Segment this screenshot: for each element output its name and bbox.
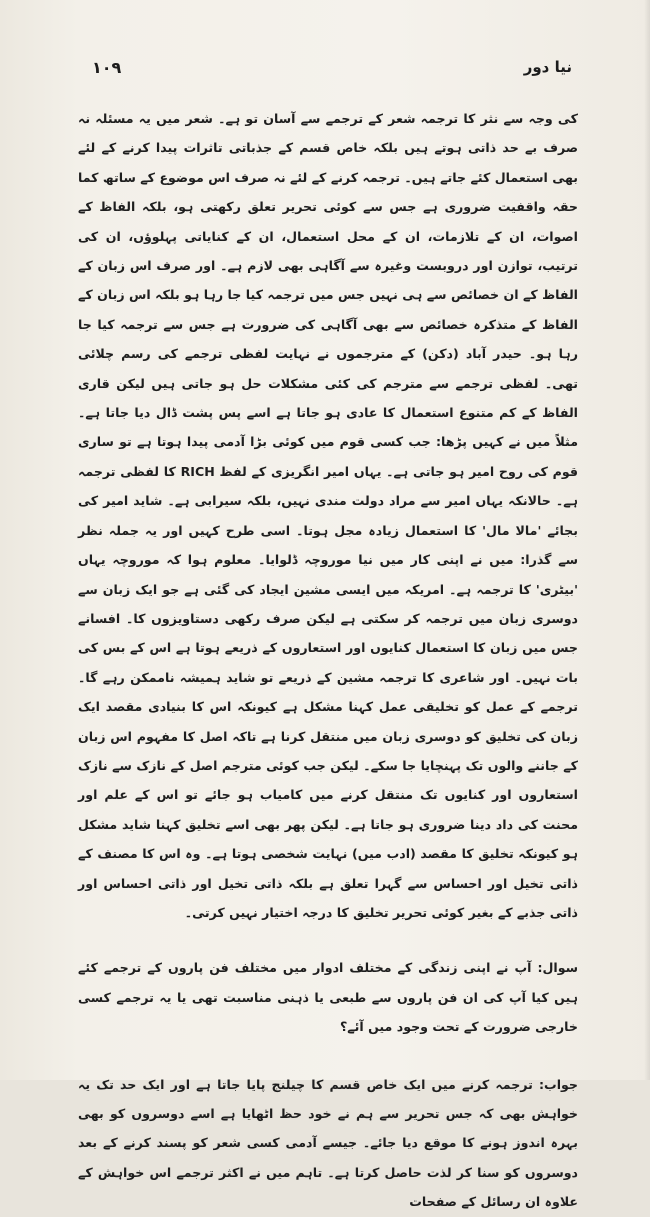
answer-label: جواب:: [539, 1076, 578, 1092]
question-text: آپ نے اپنی زندگی کے مختلف ادوار میں مختلف فن پاروں کے ترجمے کئے ہیں کیا آپ کی ان فن پاروں سے طبعی یا ذہنی مناسبت تھی یا یہ ترجمے کسی خارجی ضرورت کے تحت وجود میں آئے؟: [78, 960, 578, 1035]
page-edge-shadow: [644, 0, 650, 1080]
paragraph: کی وجہ سے نثر کا ترجمہ شعر کے ترجمے سے آسان تو ہے۔ شعر میں یہ مسئلہ نہ صرف بے حد ذاتی ہوتے ہیں بلکہ خاص قسم کے جذباتی تاثرات پیدا کرنے کے لئے بھی استعمال کئے جاتے ہیں۔ ترجمہ کرنے کے لئے نہ صرف اس موضوع کے ساتھ کما حقہ واقفیت ضروری ہے جس سے کوئی تحریر تعلق رکھتی ہو، بلکہ الفاظ کے اصوات، ان کے تلازمات، ان کے محل استعمال، ان کے کنایاتی پہلوؤں، ان کی ترتیب، توازن اور دروبست وغیرہ سے آگاہی بھی لازم ہے۔ اور صرف اس زبان کے الفاظ کے ان خصائص سے ہی نہیں جس میں ترجمہ کیا جا رہا ہو بلکہ اس زبان کے الفاظ کے متذکرہ خصائص سے بھی آگاہی کی ضرورت ہے جس سے ترجمہ کیا جا رہا ہو۔ حیدر آباد (دکن) کے مترجموں نے نہایت لفظی ترجمے کی رسم چلائی تھی۔ لفظی ترجمے سے مترجم کی کئی مشکلات حل ہو جاتی ہیں لیکن قاری الفاظ کے کم متنوع استعمال کا عادی ہو جاتا ہے اسے پس پشت ڈال دیا جاتا ہے۔ مثلاً میں نے کہیں پڑھا: جب کسی قوم میں کوئی بڑا آدمی پیدا ہوتا ہے تو ساری قوم کی روح امیر ہو جاتی ہے۔ یہاں امیر انگریزی کے لفظ RICH کا لفظی ترجمہ ہے۔ حالانکہ یہاں امیر سے مراد دولت مندی نہیں، بلکہ سیرابی ہے۔ شاید امیر کی بجائے 'مالا مال' کا استعمال زیادہ مجل ہوتا۔ اسی طرح کہیں اور یہ جملہ نظر سے گذرا: میں نے اپنی کار میں نیا موروچہ ڈلوایا۔ معلوم ہوا کہ موروچہ یہاں 'بیٹری' کا ترجمہ ہے۔ امریکہ میں ایسی مشین ایجاد کی گئی ہے جو ایک زبان سے دوسری زبان میں ترجمہ کر سکتی ہے لیکن صرف رکھی دستاویزوں کا۔ افسانے جس میں زبان کا استعمال کنایوں اور استعاروں کے ذریعے ہوتا ہے اس کے بس کی بات نہیں۔ اور شاعری کا ترجمہ مشین کے ذریعے تو شاید ہمیشہ ناممکن رہے گا۔ ترجمے کے عمل کو تخلیقی عمل کہنا مشکل ہے کیونکہ اس کا بنیادی مقصد ایک زبان کی تخلیق کو دوسری زبان میں منتقل کرنا ہے تاکہ اصل کا مفہوم اس زبان کے جاننے والوں تک پہنچایا جا سکے۔ لیکن جب کوئی مترجم اصل کے نازک سے نازک استعاروں اور کنایوں تک منتقل کرنے میں کامیاب ہو جائے تو اس کے علم اور محنت کی داد دینا ضروری ہو جاتا ہے۔ لیکن پھر بھی اسے تخلیق کہنا شاید مشکل ہو کیونکہ تخلیق کا مقصد (ادب میں) نہایت شخصی ہوتا ہے۔ وہ اس کا مصنف کے ذاتی تخیل اور احساس سے گہرا تعلق ہے بلکہ ذاتی تخیل اور ذاتی احساس اور ذاتی جذبے کے بغیر کوئی تحریر تخلیق کا درجہ اختیار نہیں کرتی۔: [78, 111, 578, 920]
page-header: [92, 58, 572, 88]
journal-name: نیا دور: [523, 58, 572, 76]
article-body: [78, 104, 578, 1210]
answer-text: ترجمہ کرنے میں ایک خاص قسم کا چیلنج پایا جاتا ہے اور ایک حد تک یہ خواہش بھی کہ جس تحریر سے ہم نے خود حظ اٹھایا ہے اسے دوسروں کو بھی بہرہ اندوز ہونے کا موقع دیا جائے۔ جیسے آدمی کسی شعر کو پسند کرنے کے بعد دوسروں کو سنا کر لذت حاصل کرتا ہے۔ تاہم میں نے اکثر ترجمے اس خواہش کے علاوہ ان رسائل کے صفحات: [78, 1076, 578, 1210]
page-number: ۱۰۹: [92, 58, 122, 77]
question-label: سوال:: [537, 960, 578, 976]
answer-paragraph: [78, 1070, 578, 1217]
question-paragraph: [78, 953, 578, 1041]
